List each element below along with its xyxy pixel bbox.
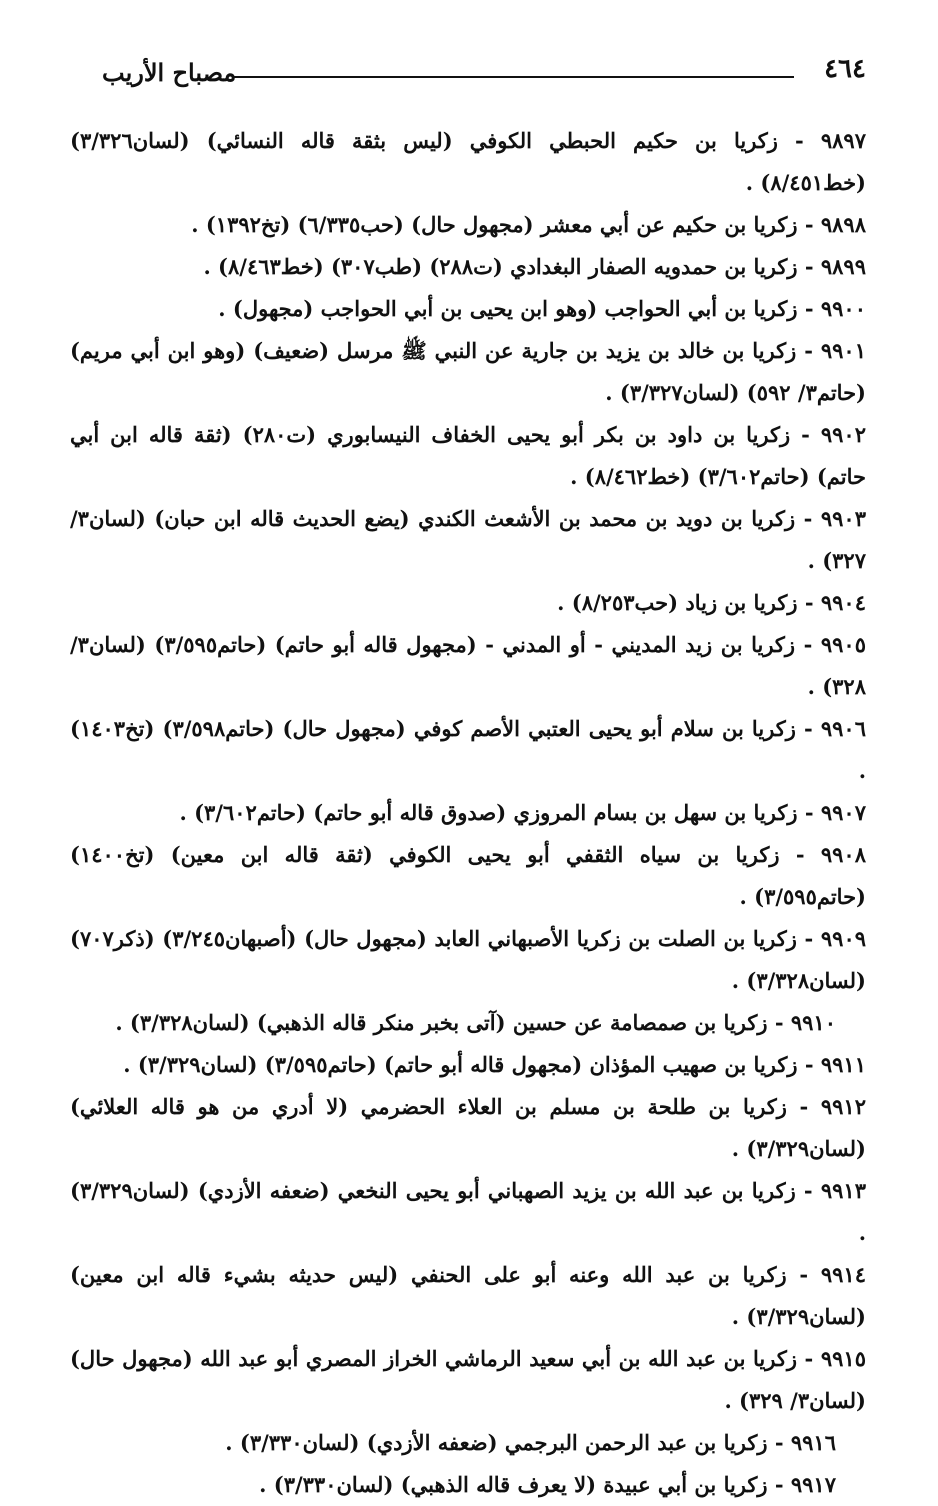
- entry: ٩٩٠٢ - زكريا بن داود بن بكر أبو يحيى الخفاف النيسابوري (ت٢٨٠) (ثقة قاله ابن أبي حاتم) (حاتم٣/٦٠٢) (خط٨/٤٦٢) .: [70, 422, 866, 489]
- header-rule: [232, 76, 794, 78]
- entry: ٩٩١٦ - زكريا بن عبد الرحمن البرجمي (ضعفه الأزدي) (لسان٣/٣٣٠) .: [225, 1430, 836, 1455]
- entry: ٩٩١٠ - زكريا بن صمصامة عن حسين (آتى بخبر منكر قاله الذهبي) (لسان٣/٣٢٨) .: [115, 1010, 836, 1035]
- entry: ٩٩٠٧ - زكريا بن سهل بن بسام المروزي (صدوق قاله أبو حاتم) (حاتم٣/٦٠٢) .: [179, 800, 866, 825]
- entry: ٩٩١٢ - زكريا بن طلحة بن مسلم بن العلاء الحضرمي (لا أدري من هو قاله العلائي) (لسان٣/٣٢٩) .: [70, 1094, 866, 1161]
- entry: ٩٩١١ - زكريا بن صهيب المؤذان (مجهول قاله أبو حاتم) (حاتم٣/٥٩٥) (لسان٣/٣٢٩) .: [123, 1052, 866, 1077]
- entry: ٩٩٠٩ - زكريا بن الصلت بن زكريا الأصبهاني العابد (مجهول حال) (أصبهان٣/٢٤٥) (ذكر٧٠٧) (لسان٣/٣٢٨) .: [70, 926, 867, 993]
- entry: ٩٩١٤ - زكريا بن عبد الله وعنه أبو على الحنفي (ليس حديثه بشيء قاله ابن معين) (لسان٣/٣٢٩) .: [70, 1262, 866, 1329]
- entry: ٩٨٩٧ - زكريا بن حكيم الحبطي الكوفي (ليس بثقة قاله النسائي) (لسان٣/٣٢٦) (خط٨/٤٥١) .: [70, 128, 866, 195]
- entry: ٩٩٠١ - زكريا بن خالد بن يزيد بن جارية عن النبي ﷺ مرسل (ضعيف) (وهو ابن أبي مريم) (حاتم٣/ ٥٩٢) (لسان٣/٣٢٧) .: [70, 338, 866, 405]
- entry: ٩٩١٣ - زكريا بن عبد الله بن يزيد الصهباني أبو يحيى النخعي (ضعفه الأزدي) (لسان٣/٣٢٩) .: [70, 1178, 866, 1245]
- entry: ٩٩٠٦ - زكريا بن سلام أبو يحيى العتبي الأصم كوفي (مجهول حال) (حاتم٣/٥٩٨) (تخ١٤٠٣) .: [70, 716, 866, 783]
- entry: ٩٩٠٣ - زكريا بن دويد بن محمد بن الأشعث الكندي (يضع الحديث قاله ابن حبان) (لسان٣/ ٣٢٧) .: [70, 506, 866, 573]
- entry: ٩٩٠٤ - زكريا بن زياد (حب٨/٢٥٣) .: [557, 590, 866, 615]
- entry: ٩٩٠٥ - زكريا بن زيد المديني - أو المدني - (مجهول قاله أبو حاتم) (حاتم٣/٥٩٥) (لسان٣/ ٣٢٨) .: [70, 632, 866, 699]
- entry: ٩٨٩٨ - زكريا بن حكيم عن أبي معشر (مجهول حال) (حب٦/٣٣٥) (تخ١٣٩٢) .: [191, 212, 866, 237]
- entry: ٩٨٩٩ - زكريا بن حمدويه الصفار البغدادي (ت٢٨٨) (طب٣٠٧) (خط٨/٤٦٣) .: [203, 254, 866, 279]
- entry: ٩٩١٥ - زكريا بن عبد الله بن أبي سعيد الرماشي الخراز المصري أبو عبد الله (مجهول حال) (لسان٣/ ٣٢٩) .: [70, 1346, 866, 1413]
- entries-list: [70, 120, 867, 1497]
- book-title: مصباح الأريب: [102, 58, 237, 87]
- entry: ٩٩٠٠ - زكريا بن أبي الحواجب (وهو ابن يحيى بن أبي الحواجب (مجهول) .: [218, 296, 866, 321]
- page-number: ٤٦٤: [824, 54, 866, 84]
- entry: ٩٩١٧ - زكريا بن أبي عبيدة (لا يعرف قاله الذهبي) (لسان٣/٣٣٠) .: [259, 1472, 836, 1497]
- page-header: [102, 52, 866, 92]
- entry: ٩٩٠٨ - زكريا بن سياه الثقفي أبو يحيى الكوفي (ثقة قاله ابن معين) (تخ١٤٠٠) (حاتم٣/٥٩٥) .: [70, 842, 866, 909]
